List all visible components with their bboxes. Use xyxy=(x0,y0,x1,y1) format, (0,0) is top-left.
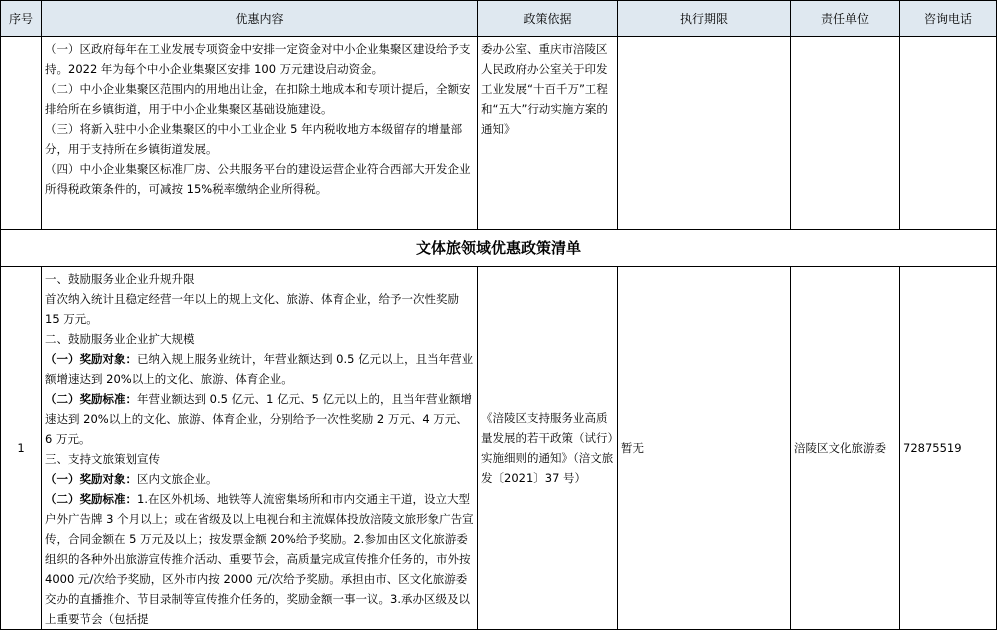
content-line-text: 年营业额达到 0.5 亿元、1 亿元、5 亿元以上的，且当年营业额增速达到 20%以上的文化、旅游、体育企业，分别给予一次性奖励 2 万元、4 万元、6 万元。 xyxy=(45,392,473,446)
period-text: 暂无 xyxy=(621,441,644,455)
content-line xyxy=(42,489,477,629)
header-row xyxy=(1,1,997,37)
header-unit: 责任单位 xyxy=(791,1,900,37)
table-row xyxy=(1,37,997,230)
header-basis: 政策依据 xyxy=(478,1,618,37)
header-seq: 序号 xyxy=(1,1,42,37)
phone-cell xyxy=(900,267,997,630)
seq-cell: 1 xyxy=(1,267,42,630)
content-line: （四）中小企业集聚区标准厂房、公共服务平台的建设运营企业符合西部大开发企业所得税政策条件的，可减按 15%税率缴纳企业所得税。 xyxy=(45,162,471,196)
content-line xyxy=(42,329,477,349)
content-line-bold: （一）奖励对象： xyxy=(45,472,137,486)
content-line: （一）区政府每年在工业发展专项资金中安排一定资金对中小企业集聚区建设给予支持。2022 年为每个中小企业集聚区安排 100 万元建设启动资金。 xyxy=(45,42,471,76)
section-title: 文体旅领域优惠政策清单 xyxy=(1,230,997,267)
content-line xyxy=(42,349,477,389)
content-line xyxy=(42,449,477,469)
section-row xyxy=(1,230,997,267)
content-line-text: 区内文旅企业。 xyxy=(137,472,218,486)
unit-text: 涪陵区文化旅游委 xyxy=(794,441,886,455)
content-line: （二）中小企业集聚区范围内的用地出让金，在扣除土地成本和专项计提后，全额安排给所在乡镇街道，用于中小企业集聚区基础设施建设。 xyxy=(45,82,471,116)
period-cell xyxy=(618,267,791,630)
seq-cell xyxy=(1,37,42,230)
header-content: 优惠内容 xyxy=(42,1,478,37)
basis-text: 《涪陵区支持服务业高质量发展的若干政策（试行）实施细则的通知》（涪文旅发〔2021〕37 号） xyxy=(481,411,614,485)
phone-text: 72875519 xyxy=(903,441,962,455)
content-line-bold: （二）奖励标准： xyxy=(45,492,137,506)
content-line xyxy=(42,269,477,289)
content-line: （三）将新入驻中小企业集聚区的中小工业企业 5 年内税收地方本级留存的增量部分，用于支持所在乡镇街道发展。 xyxy=(45,122,463,156)
content-line-text: 三、支持文旅策划宣传 xyxy=(45,452,160,466)
header-phone: 咨询电话 xyxy=(900,1,997,37)
basis-cell xyxy=(478,37,618,230)
content-line xyxy=(42,389,477,449)
content-cell xyxy=(42,267,478,630)
basis-text: 委办公室、重庆市涪陵区人民政府办公室关于印发工业发展“十百千万”工程和“五大”行动实施方案的通知》 xyxy=(481,42,608,136)
basis-cell xyxy=(478,267,618,630)
content-line xyxy=(42,469,477,489)
content-line-text: 1.在区外机场、地铁等人流密集场所和市内交通主干道，设立大型户外广告牌 3 个月以上；或在省级及以上电视台和主流媒体投放涪陵文旅形象广告宣传，合同金额在 5 万元及以上；按发票金额 20%给予奖励。2.参加由区文化旅游委组织的各种外出旅游宣传推介活动、重要节会，高质量完成宣传推介任务的，市外按 4000 元/次给予奖励，区外市内按 2000 元/次给予奖励。承担由市、区文化旅游委交办的直播推介、节目录制等宣传推介任务的，奖励金额一事一议。3.承办区级及以上重要节会（包括提 xyxy=(45,492,474,626)
content-line-text: 二、鼓励服务业企业扩大规模 xyxy=(45,332,195,346)
table-row xyxy=(1,267,997,630)
content-line-bold: （一）奖励对象： xyxy=(45,352,137,366)
period-cell xyxy=(618,37,791,230)
content-line-text: 已纳入规上服务业统计，年营业额达到 0.5 亿元以上，且当年营业额增速达到 20%以上的文化、旅游、体育企业。 xyxy=(45,352,474,386)
content-line-text: 一、鼓励服务业企业升规升限 xyxy=(45,272,195,286)
content-line-bold: （二）奖励标准： xyxy=(45,392,137,406)
phone-cell xyxy=(900,37,997,230)
unit-cell xyxy=(791,267,900,630)
content-line xyxy=(42,289,477,329)
header-period: 执行期限 xyxy=(618,1,791,37)
content-cell xyxy=(42,37,478,230)
content-line-text: 首次纳入统计且稳定经营一年以上的规上文化、旅游、体育企业，给予一次性奖励 15 万元。 xyxy=(45,292,459,326)
unit-cell xyxy=(791,37,900,230)
